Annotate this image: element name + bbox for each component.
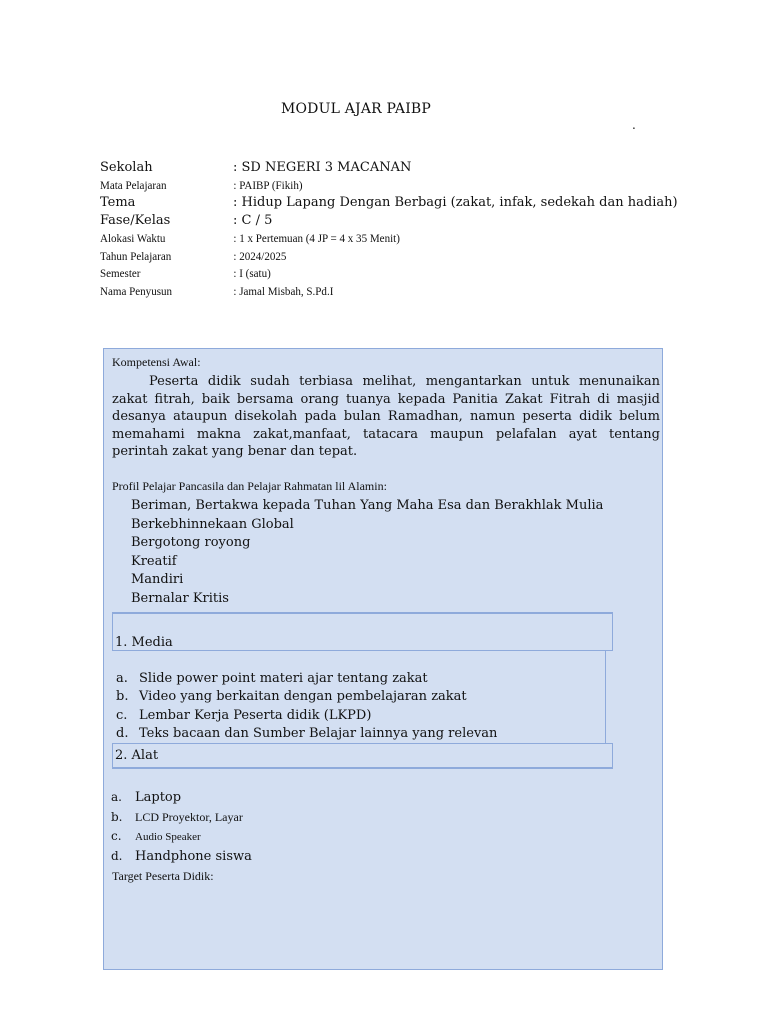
media-item-text: Lembar Kerja Peserta didik (LKPD) xyxy=(139,707,372,723)
identity-value: : Hidup Lapang Dengan Berbagi (zakat, infak, sedekah dan hadiah) xyxy=(233,195,678,211)
kompetensi-heading: Kompetensi Awal: xyxy=(112,355,201,369)
alat-item-text: Audio Speaker xyxy=(135,831,201,843)
identity-label: Mata Pelajaran xyxy=(100,177,167,192)
kompetensi-text: Peserta didik sudah terbiasa melihat, mengantarkan untuk menunaikan zakat fitrah, baik bersama orang tuanya kepada Panitia Zakat Fitrah di masjid desanya ataupun disekolah pada bulan Ramadhan, namun peserta didik belum memahami makna zakat,manfaat, tatacara maupun pelafalan ayat tentang perintah zakat yang benar dan tepat. xyxy=(112,374,660,459)
content-box xyxy=(103,348,663,970)
profil-item: Mandiri xyxy=(131,572,184,588)
media-list xyxy=(116,670,497,743)
media-item-text: Slide power point materi ajar tentang zakat xyxy=(139,671,428,686)
media-divider xyxy=(605,651,606,743)
list-letter: c. xyxy=(116,707,128,723)
identity-value: : C / 5 xyxy=(233,213,273,229)
media-item xyxy=(116,725,497,743)
identity-label: Nama Penyusun xyxy=(100,283,173,298)
identity-value: : SD NEGERI 3 MACANAN xyxy=(233,160,412,175)
media-heading: 1. Media xyxy=(115,635,173,650)
list-letter: a. xyxy=(116,671,128,686)
profil-item: Bergotong royong xyxy=(131,535,251,551)
alat-item xyxy=(111,846,252,866)
identity-row-penyusun xyxy=(100,283,652,301)
identity-value: : PAIBP (Fikih) xyxy=(233,177,303,192)
identity-row-tema xyxy=(100,194,700,212)
identity-value: : I (satu) xyxy=(233,266,271,281)
list-letter: c. xyxy=(111,829,122,843)
identity-row-mapel xyxy=(100,177,652,195)
identity-label: Semester xyxy=(100,266,141,281)
identity-label: Tahun Pelajaran xyxy=(100,248,172,263)
identity-row-tahun xyxy=(100,248,652,266)
identity-label: Alokasi Waktu xyxy=(100,230,166,245)
identity-label: Fase/Kelas xyxy=(100,213,171,229)
alat-item-text: Handphone siswa xyxy=(135,849,252,864)
alat-item-text: LCD Proyektor, Layar xyxy=(135,810,243,824)
identity-row-semester xyxy=(100,265,652,283)
list-letter: a. xyxy=(111,790,122,804)
identity-row-fase xyxy=(100,212,700,230)
list-letter: b. xyxy=(111,810,123,824)
identity-row-sekolah xyxy=(100,159,700,177)
identity-row-alokasi xyxy=(100,230,652,248)
profil-item: Berkebhinnekaan Global xyxy=(131,516,294,532)
list-letter: d. xyxy=(116,725,129,741)
identity-value: : 1 x Pertemuan (4 JP = 4 x 35 Menit) xyxy=(233,230,400,245)
media-item-text: Teks bacaan dan Sumber Belajar lainnya yang relevan xyxy=(139,725,498,741)
media-item xyxy=(116,707,497,725)
target-heading: Target Peserta Didik: xyxy=(112,869,214,883)
profil-item: Beriman, Bertakwa kepada Tuhan Yang Maha Esa dan Berakhlak Mulia xyxy=(131,498,604,513)
identity-value: : 2024/2025 xyxy=(233,248,287,263)
document-title: MODUL AJAR PAIBP xyxy=(280,101,432,117)
media-item xyxy=(116,688,497,706)
profil-list xyxy=(131,497,603,609)
alat-item xyxy=(111,807,252,826)
profil-item: Bernalar Kritis xyxy=(131,590,229,606)
corner-mark: . xyxy=(632,118,636,132)
alat-item xyxy=(111,787,252,807)
media-item-text: Video yang berkaitan dengan pembelajaran zakat xyxy=(139,689,467,705)
alat-item-text: Laptop xyxy=(135,790,182,805)
alat-list xyxy=(111,787,252,866)
kompetensi-paragraph xyxy=(112,373,660,461)
media-item xyxy=(116,670,497,688)
identity-label: Sekolah xyxy=(100,160,153,175)
identity-label: Tema xyxy=(100,195,136,211)
identity-table xyxy=(100,159,700,301)
profil-item: Kreatif xyxy=(131,553,177,569)
list-letter: b. xyxy=(116,689,129,705)
media-header-frame xyxy=(112,612,613,651)
list-letter: d. xyxy=(111,849,123,863)
profil-heading: Profil Pelajar Pancasila dan Pelajar Rahmatan lil Alamin: xyxy=(112,479,387,493)
alat-item xyxy=(111,826,252,846)
identity-value: : Jamal Misbah, S.Pd.I xyxy=(233,283,334,298)
alat-header-frame xyxy=(112,743,613,769)
alat-heading: 2. Alat xyxy=(115,748,159,763)
